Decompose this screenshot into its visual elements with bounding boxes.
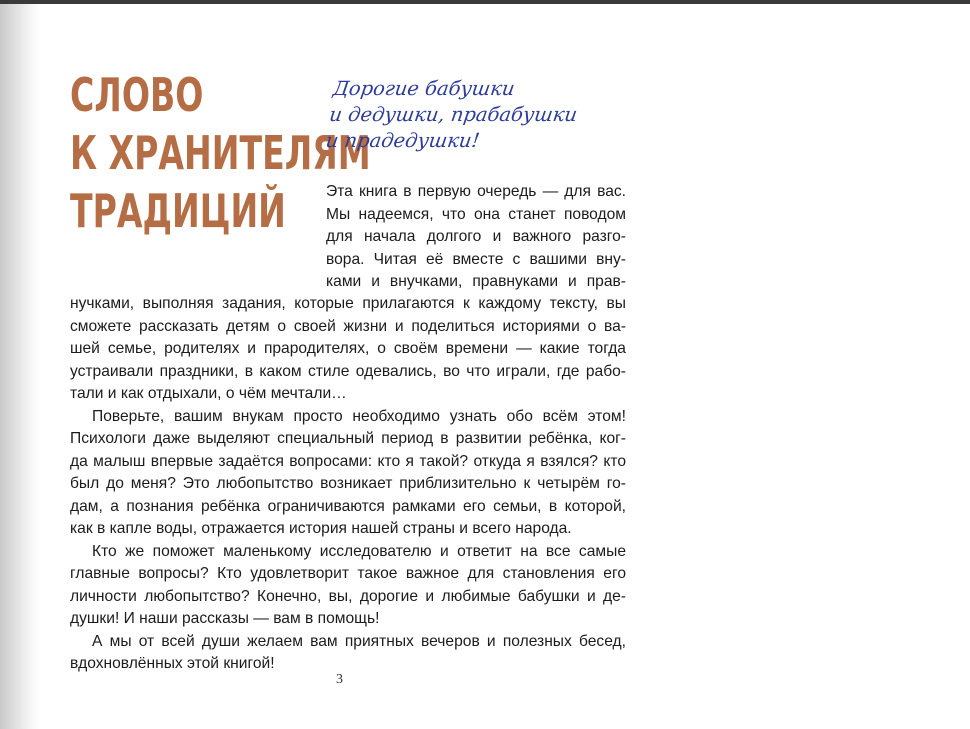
greeting-line: Дорогие бабушки <box>331 77 517 100</box>
page-spine-shadow <box>0 4 40 729</box>
book-page <box>40 4 970 729</box>
text-line: да малыш впервые задаётся вопросами: кто я такой? откуда я взялся? кто <box>70 452 626 470</box>
handwritten-greeting <box>324 76 582 154</box>
chapter-title-line: СЛОВО <box>70 68 204 122</box>
text-line: Психологи даже выделяют специальный период в развитии ребёнка, ког- <box>70 430 626 447</box>
text-line: дам, а познания ребёнка ограничиваются рамками его семьи, в которой, <box>70 497 626 515</box>
text-line: душки! И наши рассказы — вам в помощь! <box>70 610 380 627</box>
text-line: личности любопытство? Конечно, вы, дорогие и любимые бабушки и де- <box>70 587 626 605</box>
greeting-line: и прадедушки! <box>324 129 482 152</box>
text-line: сможете рассказать детям о своей жизни и поделиться историями о ва- <box>70 317 626 335</box>
text-line: ками и внучками, правнуками и прав- <box>326 273 626 290</box>
text-line: Кто же поможет маленькому исследователю и ответит на все самые <box>92 542 626 560</box>
greeting-line: и дедушки, прабабушки <box>327 103 579 126</box>
text-line: вдохновлённых этой книгой! <box>70 655 275 672</box>
text-line: был до меня? Это любопытство возникает приблизительно к четырём го- <box>70 475 626 492</box>
text-line: Поверьте, вашим внукам просто необходимо узнать обо всём этом! <box>92 407 626 425</box>
chapter-title-line: ТРАДИЦИЙ <box>70 184 286 238</box>
text-line: шей семье, родителях и прародителях, о своём времени — какие тогда <box>70 340 626 357</box>
chapter-title-line: К ХРАНИТЕЛЯМ <box>70 126 371 180</box>
text-line: как в капле воды, отражается история нашей страны и всего народа. <box>70 520 572 537</box>
text-line: тали и как отдыхали, о чём мечтали… <box>70 385 347 402</box>
intro-paragraph <box>326 181 626 294</box>
text-line: устраивали праздники, в каком стиле одевались, во что играли, где рабо- <box>70 362 626 380</box>
text-line: Мы надеемся, что она станет поводом <box>326 205 626 223</box>
text-line: вора. Читая её вместе с вашими вну- <box>326 250 626 268</box>
text-line: для начала долгого и важного разго- <box>326 228 626 245</box>
text-line: нучками, выполняя задания, которые прилагаются к каждому тексту, вы <box>70 295 626 312</box>
text-line: Эта книга в первую очередь — для вас. <box>326 183 626 200</box>
main-text <box>70 293 626 676</box>
text-line: А мы от всей души желаем вам приятных вечеров и полезных бесед, <box>92 632 626 650</box>
page-number: 3 <box>336 672 343 687</box>
text-line: главные вопросы? Кто удовлетворит такое важное для становления его <box>70 565 626 582</box>
